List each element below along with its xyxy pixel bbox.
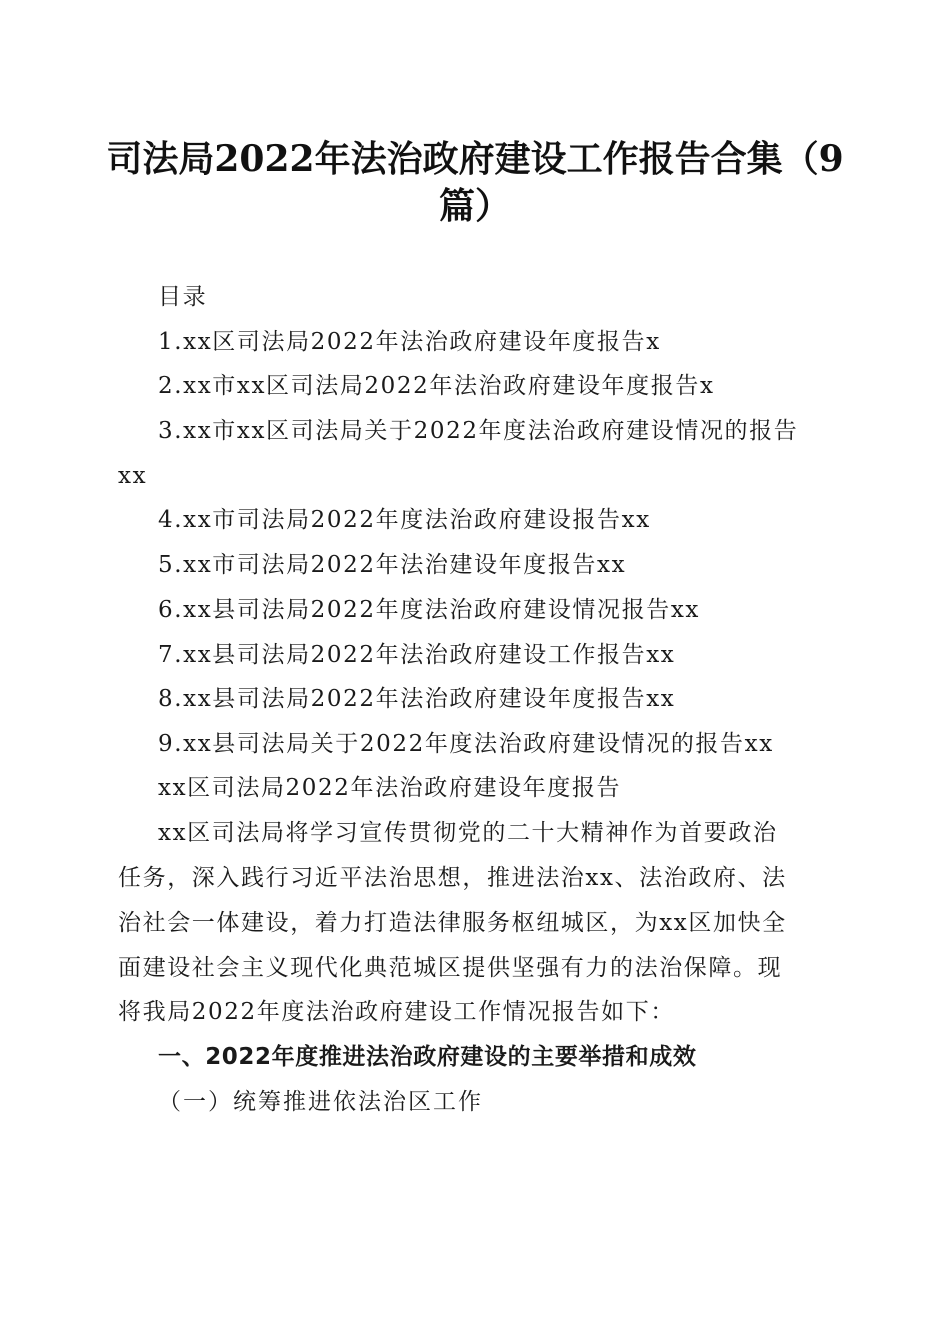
title-line-2: 篇） xyxy=(438,185,511,227)
toc-item-continuation: xx xyxy=(118,463,148,489)
toc-item: 8.xx县司法局2022年法治政府建设年度报告xx xyxy=(158,686,676,712)
body-paragraph-line: 面建设社会主义现代化典范城区提供坚强有力的法治保障。现 xyxy=(118,955,783,981)
toc-item: 4.xx市司法局2022年度法治政府建设报告xx xyxy=(158,507,651,533)
body-paragraph-line: xx区司法局将学习宣传贯彻党的二十大精神作为首要政治 xyxy=(158,820,778,846)
body-paragraph-line: 治社会一体建设，着力打造法律服务枢纽城区，为xx区加快全 xyxy=(118,910,787,936)
toc-label: 目录 xyxy=(158,284,208,310)
toc-item: 1.xx区司法局2022年法治政府建设年度报告x xyxy=(158,329,661,355)
heading-level-1: 一、2022年度推进法治政府建设的主要举措和成效 xyxy=(158,1044,697,1070)
document-title xyxy=(100,136,850,230)
toc-item: 5.xx市司法局2022年法治建设年度报告xx xyxy=(158,552,627,578)
title-line-1: 司法局2022年法治政府建设工作报告合集（9 xyxy=(106,138,844,180)
toc-item: 9.xx县司法局关于2022年度法治政府建设情况的报告xx xyxy=(158,731,774,757)
body-paragraph-line: 任务，深入践行习近平法治思想，推进法治xx、法治政府、法 xyxy=(118,865,787,891)
toc-item: 3.xx市xx区司法局关于2022年度法治政府建设情况的报告 xyxy=(158,418,799,444)
section-title: xx区司法局2022年法治政府建设年度报告 xyxy=(158,775,622,801)
body-paragraph-line: 将我局2022年度法治政府建设工作情况报告如下： xyxy=(118,999,675,1025)
toc-item: 6.xx县司法局2022年度法治政府建设情况报告xx xyxy=(158,597,700,623)
heading-level-2: （一）统筹推进依法治区工作 xyxy=(158,1089,483,1115)
toc-item: 7.xx县司法局2022年法治政府建设工作报告xx xyxy=(158,642,676,668)
toc-item: 2.xx市xx区司法局2022年法治政府建设年度报告x xyxy=(158,373,715,399)
